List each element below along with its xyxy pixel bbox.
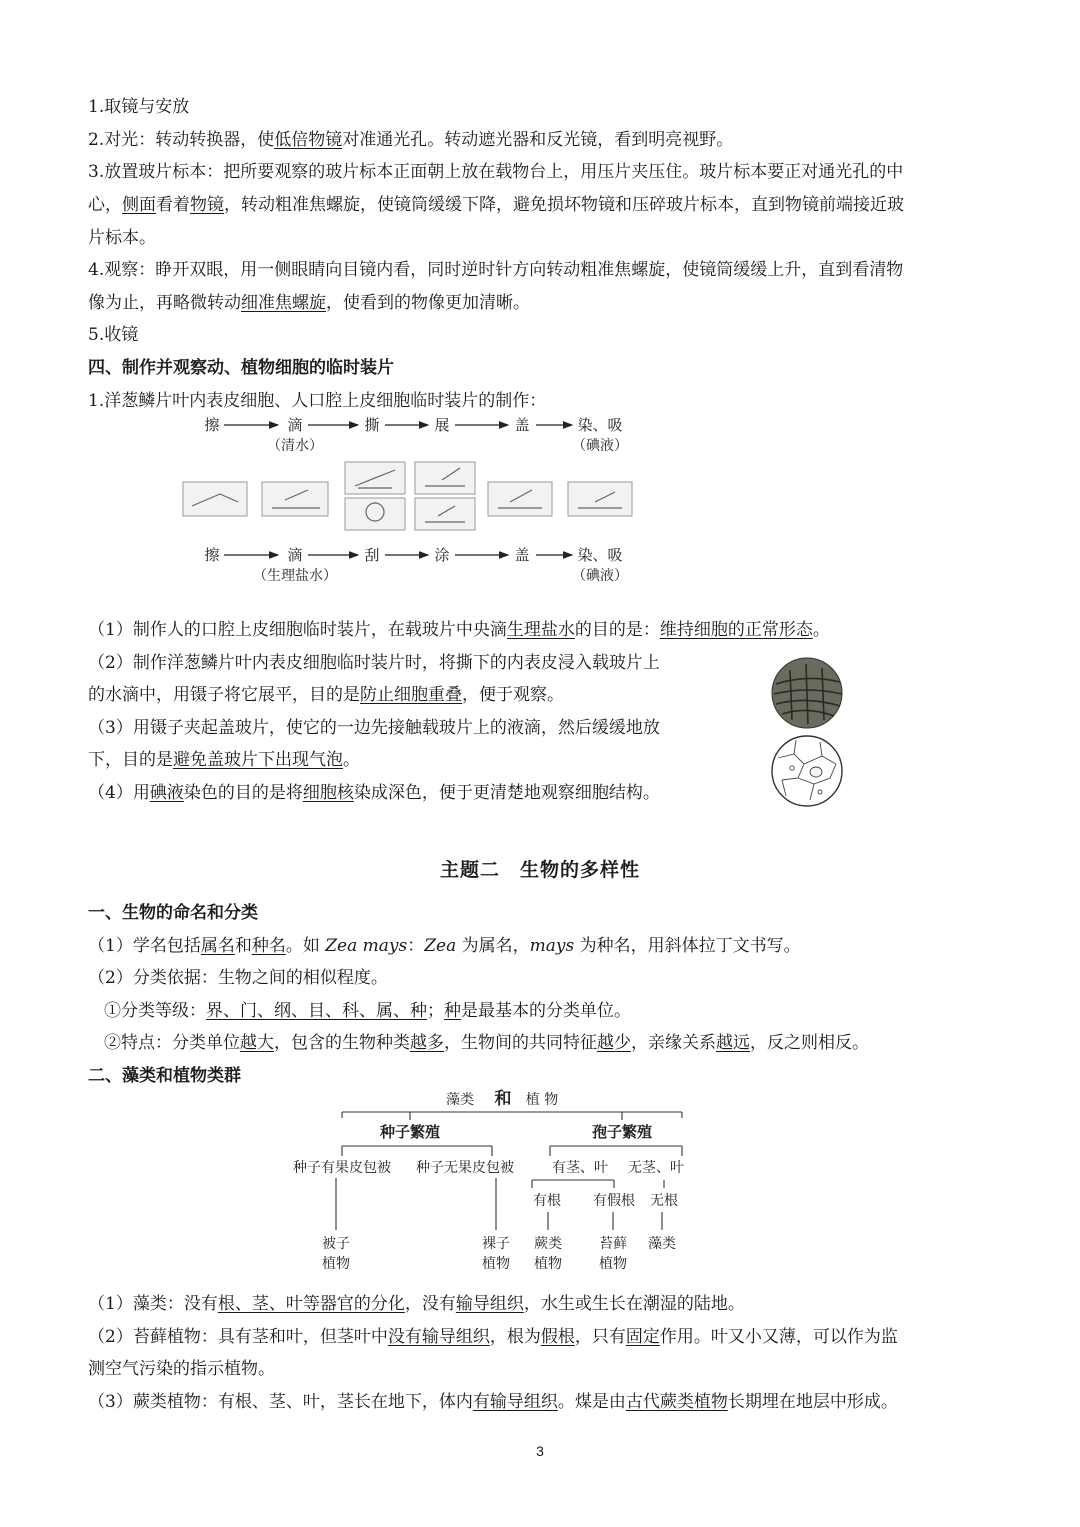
section-1-heading: 一、生物的命名和分类 [88,903,258,923]
slide-prep-flow-diagram [180,410,640,590]
tree-moss-2: 植物 [599,1256,627,1272]
naming-line-3: ①分类等级：界、门、纲、目、科、属、种；种是最基本的分类单位。 [104,1001,631,1021]
question-3-line-2: 下，目的是避免盖玻片下出现气泡。 [88,750,360,770]
tree-no-stem-leaf: 无茎、叶 [628,1160,684,1176]
question-1: （1）制作人的口腔上皮细胞临时装片，在载玻片中央滴生理盐水的目的是：维持细胞的正常形态。 [88,620,830,640]
flow-bottom-step-6: 染、吸 [577,546,623,564]
step-5: 5.收镜 [88,325,139,345]
flow-bottom-step-5: 盖 [514,546,530,564]
flow-bottom-step-3: 刮 [364,546,380,564]
theme-2-title: 主题二 生物的多样性 [439,859,640,881]
tree-root-algae: 藻类 [446,1092,474,1108]
flow-bottom-note-saline: （生理盐水） [253,568,337,584]
tree-false-root: 有假根 [593,1193,635,1209]
flow-bottom-note-iodine: （碘液） [572,568,628,584]
flow-top-step-6: 染、吸 [577,416,623,434]
fern-text: （3）蕨类植物：有根、茎、叶，茎长在地下，体内有输导组织。煤是由古代蕨类植物长期埋在地层中形成。 [88,1392,898,1412]
flow-bottom-step-2: 滴 [287,546,303,564]
flow-top-step-5: 盖 [514,416,530,434]
flow-bottom-step-4: 涂 [434,546,450,564]
plant-classification-tree [270,1080,710,1280]
tree-angiosperm-1: 被子 [322,1236,350,1252]
section-4-heading: 四、制作并观察动、植物细胞的临时装片 [88,358,394,378]
flow-top-step-2: 滴 [287,416,303,434]
step-3-line-1: 3.放置玻片标本：把所要观察的玻片标本正面朝上放在载物台上，用压片夹压住。玻片标本要正对通光孔的中 [88,162,904,182]
naming-line-2: （2）分类依据：生物之间的相似程度。 [88,968,388,988]
step-4-line-1: 4.观察：睁开双眼，用一侧眼睛向目镜内看，同时逆时针方向转动粗准焦螺旋，使镜筒缓缓上升，直到看清物 [88,260,904,280]
tree-moss-1: 苔藓 [599,1236,627,1252]
tree-spore-reproduction: 孢子繁殖 [591,1123,653,1141]
tree-root-and: 和 [494,1089,512,1109]
tree-stem-leaf: 有茎、叶 [552,1160,608,1176]
algae-text: （1）藻类：没有根、茎、叶等器官的分化，没有输导组织，水生或生长在潮湿的陆地。 [88,1294,745,1314]
step-2: 2.对光：转动转换器，使低倍物镜对准通光孔。转动遮光器和反光镜，看到明亮视野。 [88,130,734,150]
question-2-line-1: （2）制作洋葱鳞片叶内表皮细胞临时装片时，将撕下的内表皮浸入载玻片上 [88,653,660,673]
tree-seed-reproduction: 种子繁殖 [379,1123,441,1141]
tree-root: 有根 [533,1193,561,1209]
naming-line-1: （1）学名包括属名和种名。如 Zea mays：Zea 为属名，mays 为种名，用斜体拉丁文书写。 [88,936,801,956]
tree-root-plants: 植 物 [525,1092,559,1108]
step-3-line-2: 心，侧面看着物镜，转动粗准焦螺旋，使镜筒缓缓下降，避免损坏物镜和压碎玻片标本，直到物镜前端接近玻 [88,195,904,215]
tree-seed-with-fruit: 种子有果皮包被 [293,1160,391,1176]
flow-top-step-3: 撕 [364,416,380,434]
tree-seed-without-fruit: 种子无果皮包被 [416,1160,514,1176]
flow-top-step-1: 擦 [204,416,220,434]
onion-cells-microscope-image [770,656,844,730]
step-4-line-2: 像为止，再略微转动细准焦螺旋，使看到的物像更加清晰。 [88,293,530,313]
tree-fern-2: 植物 [534,1256,562,1272]
tree-no-root: 无根 [650,1193,678,1209]
section-2-heading: 二、藻类和植物类群 [88,1066,241,1086]
question-4: （4）用碘液染色的目的是将细胞核染成深色，便于更清楚地观察细胞结构。 [88,783,660,803]
moss-text-line-2: 测空气污染的指示植物。 [88,1359,275,1379]
step-1: 1.取镜与安放 [88,97,190,117]
question-3-line-1: （3）用镊子夹起盖玻片，使它的一边先接触载玻片上的液滴，然后缓缓地放 [88,718,660,738]
naming-line-4: ②特点：分类单位越大，包含的生物种类越多，生物间的共同特征越少，亲缘关系越远，反之则相反。 [104,1033,869,1053]
flow-top-note-water: （清水） [267,438,323,454]
page-number: 3 [536,1443,544,1459]
tree-gymnosperm-1: 裸子 [482,1236,510,1252]
tree-fern-1: 蕨类 [534,1236,562,1252]
question-2-line-2: 的水滴中，用镊子将它展平，目的是防止细胞重叠，便于观察。 [88,685,564,705]
section-4-intro: 1.洋葱鳞片叶内表皮细胞、人口腔上皮细胞临时装片的制作： [88,391,547,411]
tree-angiosperm-2: 植物 [322,1256,350,1272]
moss-text-line-1: （2）苔藓植物：具有茎和叶，但茎叶中没有输导组织，根为假根，只有固定作用。叶又小又薄，可以作为监 [88,1327,898,1347]
flow-top-step-4: 展 [434,416,450,434]
tree-algae: 藻类 [648,1236,676,1252]
step-3-line-3: 片标本。 [88,228,156,248]
procedure-illustrations [183,462,632,530]
flow-top-note-iodine: （碘液） [572,438,628,454]
flow-bottom-step-1: 擦 [204,546,220,564]
onion-cells-drawing [770,734,844,808]
tree-gymnosperm-2: 植物 [482,1256,510,1272]
